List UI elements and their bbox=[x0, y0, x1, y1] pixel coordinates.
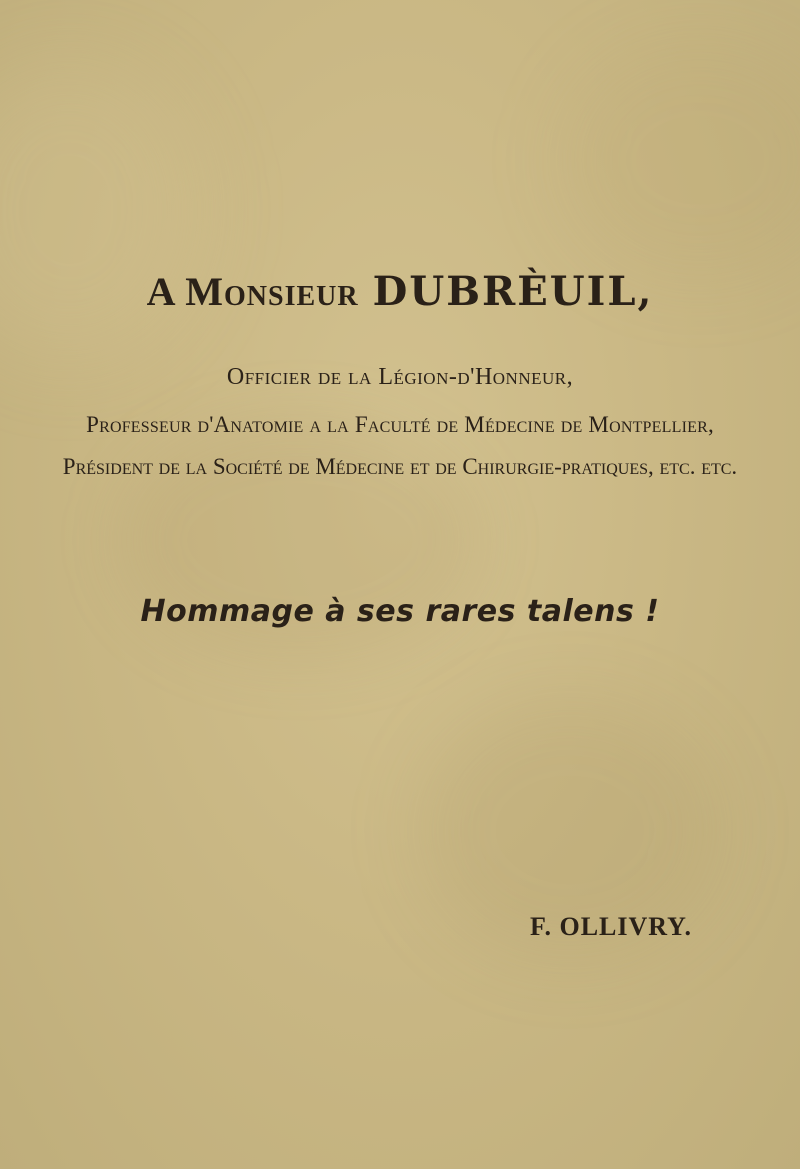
title-officier: Officier de la Légion-d'Honneur, bbox=[226, 364, 574, 390]
paper-stain bbox=[0, 60, 200, 360]
homage-line: Hommage à ses rares talens ! bbox=[140, 594, 660, 629]
author-signature: F. OLLIVRY. bbox=[530, 912, 693, 941]
title-professeur: Professeur d'Anatomie a la Faculté de Médecine de Montpellier, bbox=[86, 412, 714, 437]
dedication-prefix: A Monsieur bbox=[146, 269, 359, 314]
dedication-line bbox=[0, 268, 800, 315]
dedicatee-name: DUBRÈUIL, bbox=[372, 268, 654, 315]
paper-stain bbox=[560, 40, 800, 280]
title-president: Président de la Société de Médecine et de Chirurgie-pratiques, etc. etc. bbox=[62, 454, 738, 479]
